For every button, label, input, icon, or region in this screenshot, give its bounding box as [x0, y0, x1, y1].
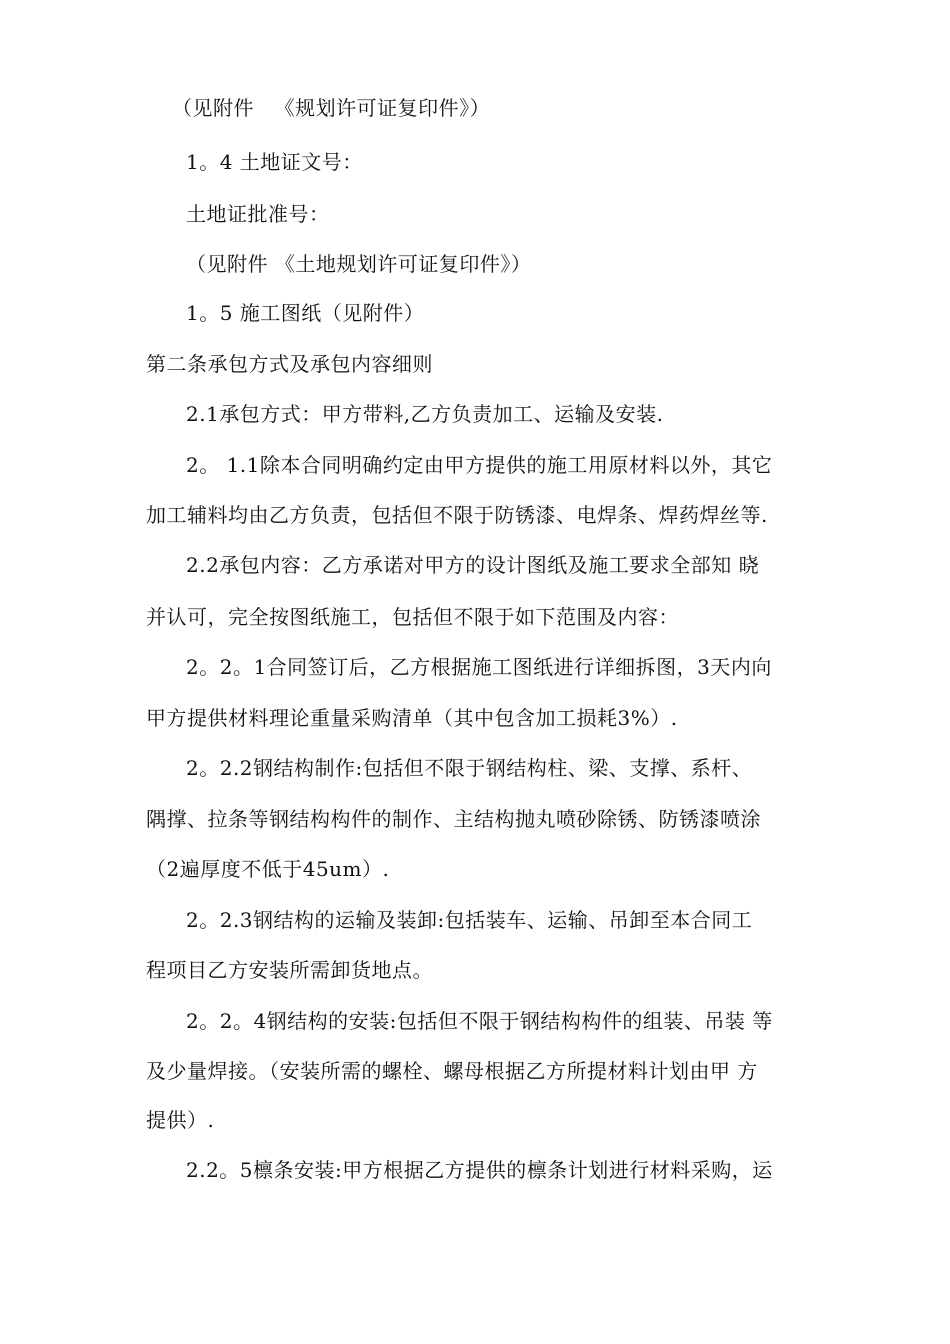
text-line: 程项目乙方安装所需卸货地点。 — [146, 958, 433, 982]
text-line: 2。 1.1除本合同明确约定由甲方提供的施工用原材料以外，其它 — [186, 453, 773, 477]
text-line: 加工辅料均由乙方负责，包括但不限于防锈漆、电焊条、焊药焊丝等. — [146, 503, 768, 527]
text-line: 2。2.2钢结构制作:包括但不限于钢结构柱、梁、支撑、系杆、 — [186, 756, 753, 780]
text-line: 并认可，完全按图纸施工，包括但不限于如下范围及内容： — [146, 605, 679, 629]
text-line: 1。4 土地证文号： — [186, 150, 363, 174]
text-line: 2。2。4钢结构的安装:包括但不限于钢结构构件的组装、吊装 等 — [186, 1009, 773, 1033]
text-line: 2.1承包方式：甲方带料,乙方负责加工、运输及安装. — [186, 402, 664, 426]
text-line: （见附件 《规划许可证复印件》） — [172, 96, 491, 120]
text-line: 提供）. — [146, 1108, 215, 1132]
text-line: 1。5 施工图纸（见附件） — [186, 301, 425, 325]
text-line: 甲方提供材料理论重量采购清单（其中包含加工损耗3%）. — [146, 706, 678, 730]
text-line: 2。2。1合同签订后，乙方根据施工图纸进行详细拆图，3天内向 — [186, 655, 772, 679]
text-line: 2.2承包内容：乙方承诺对甲方的设计图纸及施工要求全部知 晓 — [186, 553, 760, 577]
text-line: 隅撑、拉条等钢结构构件的制作、主结构抛丸喷砂除锈、防锈漆喷涂 — [146, 807, 761, 831]
text-line: 土地证批准号： — [186, 202, 330, 226]
text-line: 2.2。5檩条安装:甲方根据乙方提供的檩条计划进行材料采购，运 — [186, 1158, 773, 1182]
text-line: （见附件 《土地规划许可证复印件》） — [186, 252, 532, 276]
text-line: （2遍厚度不低于45um）. — [146, 857, 390, 881]
section-heading: 第二条承包方式及承包内容细则 — [146, 352, 433, 376]
text-line: 及少量焊接。（安装所需的螺栓、螺母根据乙方所提材料计划由甲 方 — [146, 1059, 758, 1083]
text-line: 2。2.3钢结构的运输及装卸:包括装车、运输、吊卸至本合同工 — [186, 908, 753, 932]
